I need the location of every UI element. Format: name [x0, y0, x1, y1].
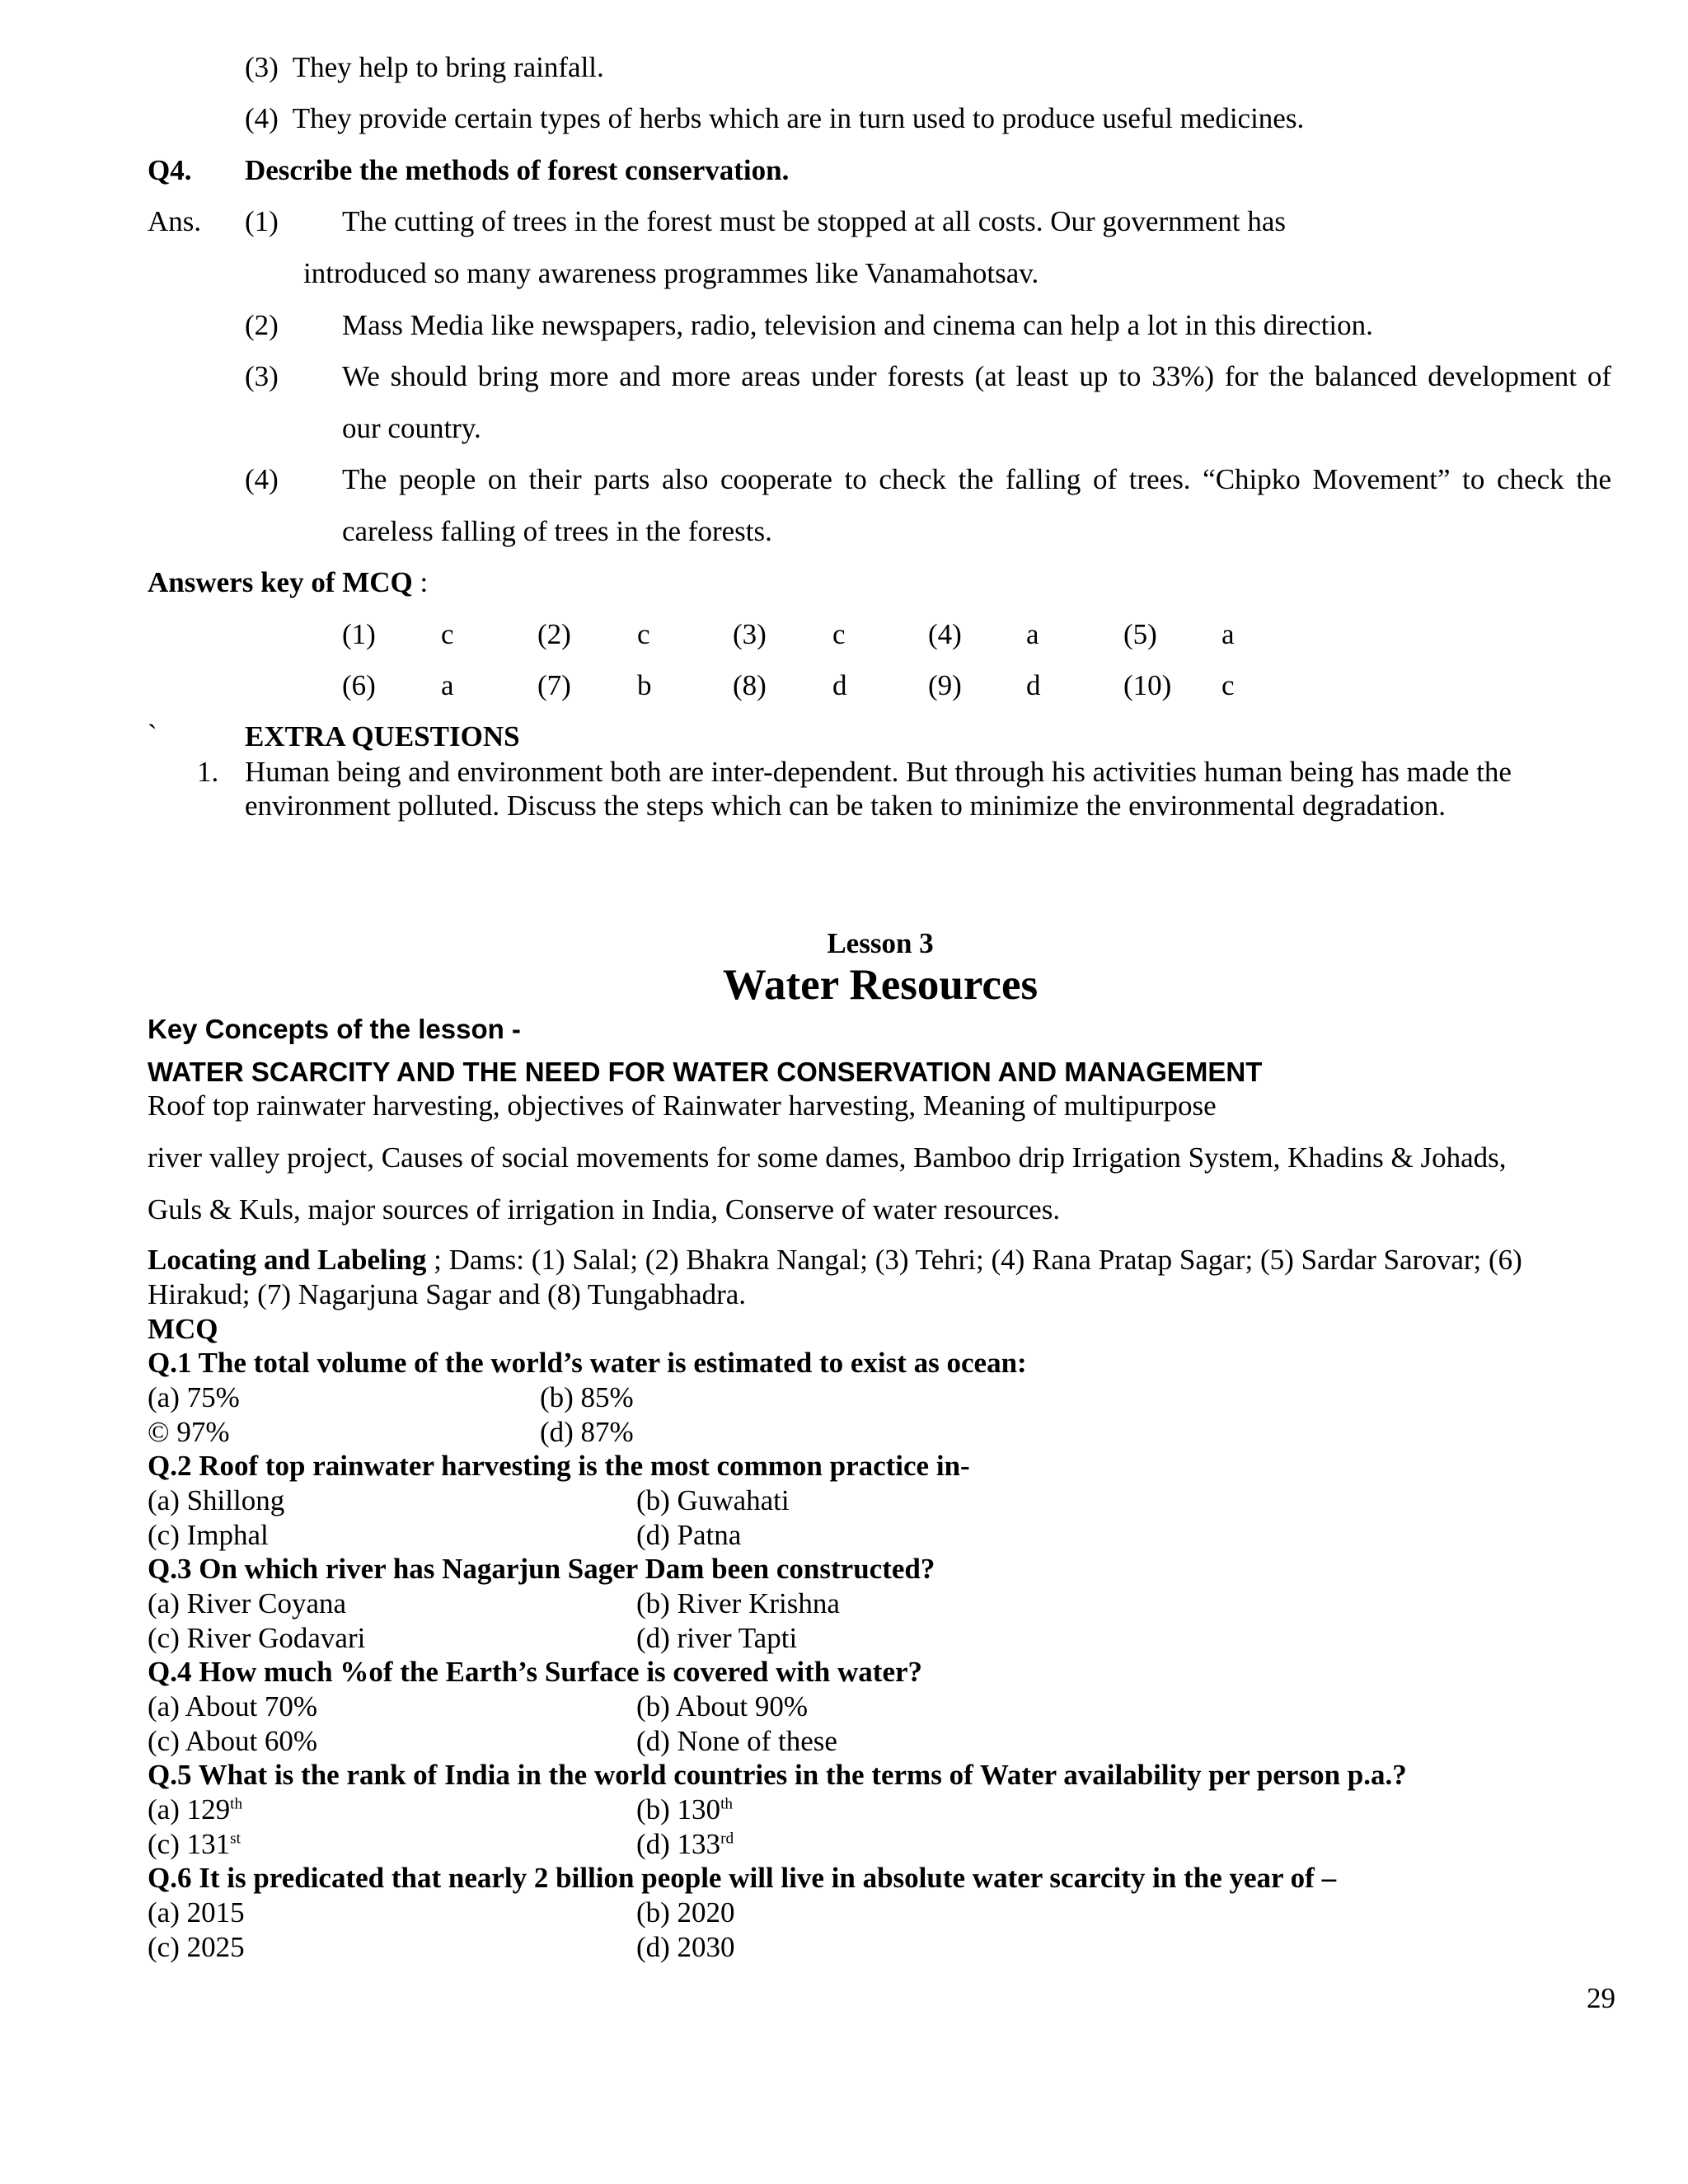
reason-text: They provide certain types of herbs which are in turn used to produce useful medicines.	[292, 102, 1305, 134]
concepts-line: Roof top rainwater harvesting, objectives of Rainwater harvesting, Meaning of multipurpose	[148, 1090, 1217, 1122]
locating-line: Hirakud; (7) Nagarjuna Sagar and (8) Tungabhadra.	[148, 1278, 747, 1310]
mcq-option	[636, 1793, 733, 1826]
mcq-option	[148, 1519, 269, 1552]
mcq-question: Q.3 On which river has Nagarjun Sager Dam been constructed?	[148, 1553, 935, 1585]
answer-key-letter: a	[1026, 618, 1039, 650]
answer-key-number: (4)	[928, 618, 962, 650]
locating-text: ; Dams: (1) Salal; (2) Bhakra Nangal; (3) Tehri; (4) Rana Pratap Sagar; (5) Sardar Sarovar; (6)	[426, 1244, 1522, 1276]
mcq-option	[636, 1587, 840, 1620]
concepts-line: river valley project, Causes of social movements for some dames, Bamboo drip Irrigation System, Khadins & Johads,	[148, 1141, 1507, 1174]
concepts-line: Guls & Kuls, major sources of irrigation in India, Conserve of water resources.	[148, 1193, 1061, 1226]
ordinal-suffix: rd	[720, 1830, 734, 1848]
answer-key-letter: a	[441, 669, 454, 701]
extra-question-number: 1.	[197, 756, 219, 788]
mcq-option-text: (a) 129	[148, 1793, 231, 1825]
mcq-option-text: (c) River Godavari	[148, 1622, 366, 1654]
answer-text: careless falling of trees in the forests.	[342, 515, 772, 547]
mcq-option-text: (a) 2015	[148, 1896, 245, 1929]
answer-text: The cutting of trees in the forest must be stopped at all costs. Our government has	[342, 205, 1287, 237]
mcq-option	[148, 1622, 365, 1655]
answer-key-number: (9)	[928, 669, 962, 701]
mcq-option-text: (d) 133	[636, 1828, 721, 1860]
mcq-option	[148, 1793, 242, 1826]
mcq-option-text: (c) 2025	[148, 1931, 245, 1963]
mcq-option-text: (d) Patna	[636, 1519, 742, 1551]
section-heading: WATER SCARCITY AND THE NEED FOR WATER CONSERVATION AND MANAGEMENT	[148, 1057, 1263, 1087]
mcq-option	[148, 1828, 241, 1861]
locating-label: Locating and Labeling	[148, 1244, 427, 1276]
answer-text: The people on their parts also cooperate to check the falling of trees. “Chipko Movement” to check the	[342, 463, 1611, 495]
reason-item	[245, 51, 604, 84]
mcq-option-text: (c) 131	[148, 1828, 231, 1860]
answer-key-letter: a	[1221, 618, 1235, 650]
answer-key-letter: b	[637, 669, 652, 701]
mcq-option-text: (a) Shillong	[148, 1484, 285, 1516]
answer-label: Ans.	[148, 205, 202, 237]
answer-key-number: (7)	[537, 669, 571, 701]
mcq-question: Q.2 Roof top rainwater harvesting is the most common practice in-	[148, 1450, 970, 1482]
mcq-option-text: (b) 130	[636, 1793, 721, 1825]
question-label: Q4.	[148, 154, 192, 186]
mcq-option	[148, 1931, 245, 1964]
mcq-option	[148, 1416, 230, 1449]
mcq-option	[636, 1622, 797, 1655]
mcq-option-text: (b) 2020	[636, 1896, 735, 1929]
mcq-option	[148, 1587, 346, 1620]
mcq-question: Q.1 The total volume of the world’s water is estimated to exist as ocean:	[148, 1347, 1027, 1379]
reason-number: (3)	[245, 51, 279, 83]
stray-backtick: `	[148, 719, 157, 751]
answer-number: (4)	[245, 463, 279, 495]
extra-questions-title: EXTRA QUESTIONS	[245, 720, 520, 752]
answer-key-colon: :	[420, 566, 429, 598]
page-number: 29	[1587, 1982, 1615, 2014]
answer-key-number: (10)	[1123, 669, 1172, 701]
reason-number: (4)	[245, 102, 279, 134]
answer-key-number: (3)	[733, 618, 767, 650]
mcq-option	[148, 1725, 317, 1758]
mcq-option-text: © 97%	[148, 1416, 230, 1448]
answer-text: introduced so many awareness programmes like Vanamahotsav.	[303, 257, 1039, 289]
mcq-option	[540, 1381, 634, 1414]
extra-question-text: Human being and environment both are inter-dependent. But through his activities human being has made the	[245, 756, 1512, 788]
answer-key-letter: d	[832, 669, 847, 701]
answer-text: We should bring more and more areas under forests (at least up to 33%) for the balanced development of	[342, 360, 1611, 392]
mcq-option-text: (a) 75%	[148, 1381, 240, 1413]
lesson-number: Lesson 3	[827, 927, 934, 959]
answer-key-number: (1)	[342, 618, 376, 650]
answer-key-letter: d	[1026, 669, 1041, 701]
answer-key-number: (2)	[537, 618, 571, 650]
reason-text: They help to bring rainfall.	[292, 51, 604, 83]
mcq-option	[636, 1931, 735, 1964]
answer-key-letter: c	[637, 618, 650, 650]
answer-key-letter: c	[832, 618, 846, 650]
answer-key-heading	[148, 566, 428, 599]
mcq-option	[148, 1381, 240, 1414]
locating-line	[148, 1244, 1522, 1277]
mcq-option	[636, 1828, 734, 1861]
answer-number: (1)	[245, 205, 279, 237]
mcq-question: Q.6 It is predicated that nearly 2 billion people will live in absolute water scarcity in the year of –	[148, 1862, 1337, 1894]
lesson-title: Water Resources	[722, 961, 1039, 1009]
mcq-option-text: (b) About 90%	[636, 1690, 809, 1722]
mcq-option	[636, 1896, 735, 1929]
answer-key-title: Answers key of MCQ	[148, 566, 413, 598]
mcq-option	[636, 1484, 790, 1517]
question-text: Describe the methods of forest conservation.	[245, 154, 790, 186]
mcq-option	[148, 1896, 245, 1929]
extra-question-text: environment polluted. Discuss the steps which can be taken to minimize the environmental degradation.	[245, 790, 1446, 822]
mcq-option	[636, 1690, 808, 1723]
answer-key-number: (8)	[733, 669, 767, 701]
answer-key-letter: c	[441, 618, 454, 650]
mcq-question: Q.4 How much %of the Earth’s Surface is covered with water?	[148, 1656, 923, 1688]
mcq-option-text: (b) Guwahati	[636, 1484, 790, 1516]
mcq-option-text: (d) None of these	[636, 1725, 837, 1757]
mcq-question: Q.5 What is the rank of India in the world countries in the terms of Water availability per person p.a.?	[148, 1759, 1407, 1791]
ordinal-suffix: th	[230, 1795, 243, 1813]
key-concepts-label: Key Concepts of the lesson -	[148, 1014, 521, 1044]
mcq-option-text: (c) About 60%	[148, 1725, 318, 1757]
mcq-option-text: (a) About 70%	[148, 1690, 318, 1722]
mcq-option	[148, 1484, 284, 1517]
mcq-option-text: (d) 2030	[636, 1931, 735, 1963]
answer-text: our country.	[342, 412, 481, 444]
answer-number: (3)	[245, 360, 279, 392]
reason-item	[245, 102, 1304, 135]
mcq-option	[636, 1725, 837, 1758]
mcq-option-text: (d) river Tapti	[636, 1622, 798, 1654]
mcq-option-text: (d) 87%	[540, 1416, 634, 1448]
mcq-option-text: (b) 85%	[540, 1381, 634, 1413]
ordinal-suffix: th	[720, 1795, 734, 1813]
answer-key-number: (5)	[1123, 618, 1157, 650]
mcq-option	[636, 1519, 741, 1552]
mcq-option-text: (a) River Coyana	[148, 1587, 347, 1619]
mcq-label: MCQ	[148, 1313, 218, 1345]
mcq-option	[148, 1690, 317, 1723]
mcq-option-text: (c) Imphal	[148, 1519, 269, 1551]
answer-number: (2)	[245, 309, 279, 341]
ordinal-suffix: st	[230, 1830, 241, 1848]
answer-key-letter: c	[1221, 669, 1235, 701]
answer-text: Mass Media like newspapers, radio, television and cinema can help a lot in this direction.	[342, 309, 1373, 341]
mcq-option-text: (b) River Krishna	[636, 1587, 840, 1619]
mcq-option	[540, 1416, 634, 1449]
answer-key-number: (6)	[342, 669, 376, 701]
